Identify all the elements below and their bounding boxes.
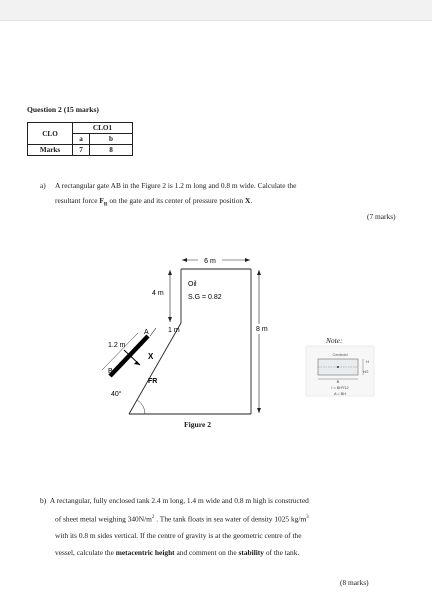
- stability-term: stability: [238, 548, 264, 558]
- figure-2-diagram: [0, 240, 432, 420]
- part-b-line2-sup2: 3: [306, 515, 309, 520]
- angle-label: 40°: [111, 391, 122, 398]
- marks-label: Marks: [28, 145, 73, 156]
- browser-top-bar: [0, 0, 432, 21]
- part-b-line1-text: A rectangular, fully enclosed tank 2.4 m long, 1.4 m wide and 0.8 m high is constructed: [49, 496, 309, 505]
- part-b-line2: [40, 509, 309, 527]
- figure-caption: Figure 2: [184, 420, 212, 429]
- note-h2-label: H/2: [363, 370, 369, 374]
- part-b-line4: [40, 544, 309, 561]
- part-b-line1: [40, 492, 309, 509]
- part-a-line2: [55, 193, 252, 212]
- part-a-label: a): [40, 181, 46, 190]
- part-b-line4-end: of the tank.: [263, 548, 300, 558]
- clo-col-b: b: [90, 134, 133, 145]
- note-label: Note:: [326, 336, 343, 345]
- part-b-line4-mid: and comment on the: [174, 548, 239, 558]
- offset-label: 1 m: [168, 327, 180, 334]
- clo-table: [27, 122, 133, 156]
- note-b-label: B: [336, 379, 340, 384]
- clo-group-label: CLO1: [73, 123, 133, 134]
- note-area-formula: A = BH: [334, 392, 346, 396]
- position-symbol: X: [244, 196, 251, 205]
- part-b-line2-pre: of sheet metal weighing 340N/m: [55, 514, 152, 524]
- center-of-pressure-label: X: [148, 352, 154, 361]
- width-label: 6 m: [204, 258, 216, 265]
- part-a-marks: (7 marks): [367, 212, 396, 221]
- gate-length-label: 1.2 m: [108, 342, 126, 349]
- offset-dimension-line: [150, 328, 156, 336]
- question-title: Question 2 (15 marks): [27, 105, 99, 114]
- force-symbol: F: [99, 196, 104, 205]
- force-subscript: R: [103, 202, 108, 208]
- fluid-label: Oil: [188, 281, 197, 288]
- angle-arc: [137, 400, 145, 414]
- resultant-force-label: FR: [148, 378, 158, 385]
- part-b-label: b): [40, 496, 47, 505]
- marks-a: 7: [73, 145, 90, 156]
- part-a-line2-pre: resultant force: [55, 196, 100, 205]
- point-b-label: B: [108, 368, 113, 375]
- note-h-label: H: [366, 359, 369, 364]
- part-b-line3: with its 0.8 m sides vertical. If the centre of gravity is at the geometric centre of the: [55, 531, 302, 541]
- part-a-line1: A rectangular gate AB in the Figure 2 is 1.2 m long and 0.8 m wide. Calculate the: [55, 181, 297, 190]
- part-b-line2-sup: 2: [151, 515, 155, 520]
- part-b-line2-mid: . The tank floats in sea water of density 1025 kg/m: [154, 514, 307, 524]
- part-b: [40, 492, 309, 561]
- marks-b: 8: [90, 145, 133, 156]
- note-centroid-dot: [337, 366, 339, 368]
- specific-gravity-label: S.G = 0.82: [188, 294, 222, 301]
- metacentric-height-term: metacentric height: [115, 548, 175, 558]
- part-b-line4-pre: vessel, calculate the: [55, 548, 116, 558]
- depth-label: 4 m: [152, 290, 164, 297]
- part-a-line2-end: .: [250, 196, 253, 205]
- note-centroid-label: Centroid: [332, 352, 348, 357]
- inclined-wall: [129, 323, 181, 414]
- point-a-label: A: [144, 329, 149, 336]
- resultant-force-arrowhead: [134, 361, 140, 365]
- height-label: 8 m: [256, 326, 268, 333]
- note-inertia-formula: I = BH³/12: [331, 386, 349, 390]
- part-b-marks: (8 marks): [340, 578, 369, 587]
- clo-col-a: a: [73, 134, 90, 145]
- clo-header-label: CLO: [28, 123, 73, 145]
- part-a-line2-post: on the gate and its center of pressure position: [107, 196, 245, 205]
